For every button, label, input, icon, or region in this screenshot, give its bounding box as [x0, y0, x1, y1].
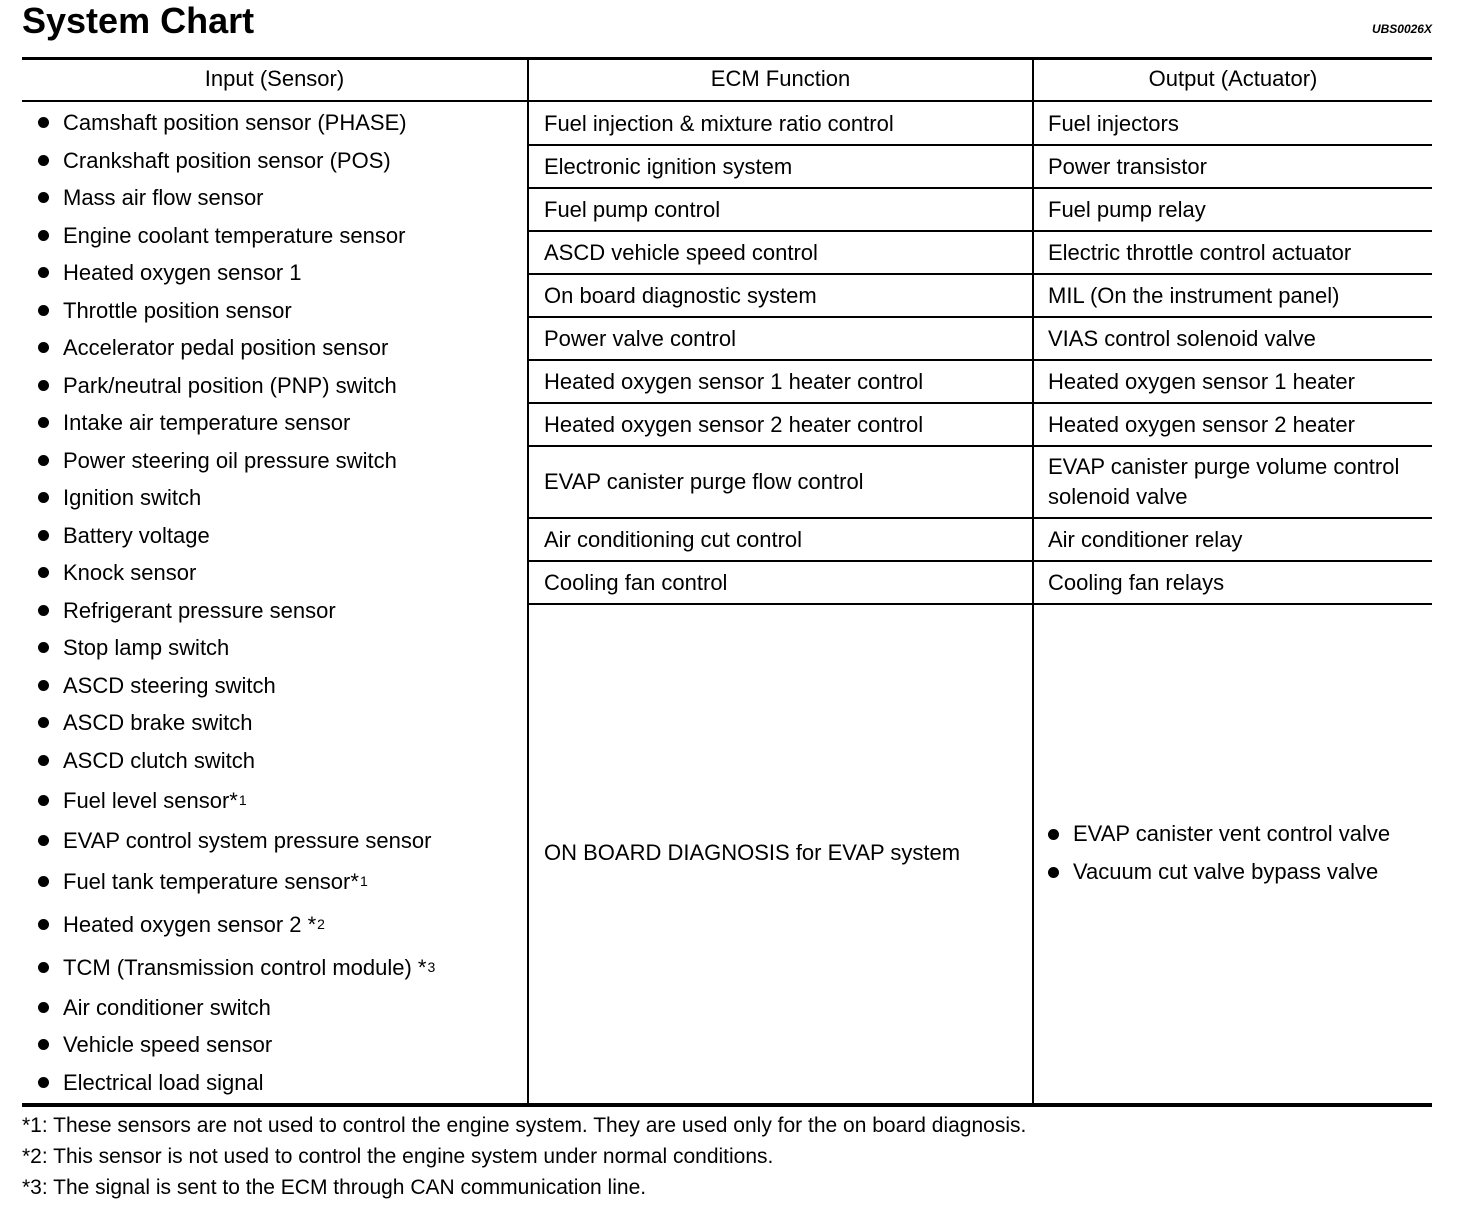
output-actuator-cell: Air conditioner relay — [1048, 526, 1243, 552]
input-sensor-label: Power steering oil pressure switch — [63, 447, 397, 473]
input-sensor-label: Park/neutral position (PNP) switch — [63, 372, 397, 398]
table-bottom-border — [22, 1103, 1432, 1107]
ecm-function-cell: Cooling fan control — [544, 569, 728, 595]
input-sensor-label: Battery voltage — [63, 522, 210, 548]
bullet-icon — [38, 605, 49, 616]
input-sensor-item — [38, 667, 518, 705]
input-sensor-label: Refrigerant pressure sensor — [63, 597, 336, 623]
output-actuator-cell: Fuel injectors — [1048, 110, 1179, 136]
column-divider-2 — [1032, 59, 1034, 1104]
bullet-icon — [38, 1002, 49, 1013]
input-sensor-label: Vehicle speed sensor — [63, 1032, 273, 1057]
output-actuator-cell: MIL (On the instrument panel) — [1048, 282, 1340, 308]
input-sensor-label: TCM (Transmission control module) * — [63, 954, 427, 980]
ecm-function-cell: Air conditioning cut control — [544, 526, 803, 552]
header-function: ECM Function — [710, 66, 851, 91]
input-sensor-item — [38, 404, 518, 442]
input-sensor-item — [38, 142, 518, 180]
bullet-icon — [38, 455, 49, 466]
input-sensor-item — [38, 860, 518, 903]
footnote-marker: 2 — [317, 915, 325, 932]
bullet-icon — [38, 680, 49, 691]
input-sensor-item — [38, 592, 518, 630]
input-sensor-label: ASCD steering switch — [63, 672, 276, 698]
evap-function-cell: ON BOARD DIAGNOSIS for EVAP system — [544, 840, 961, 865]
header-input: Input (Sensor) — [204, 66, 345, 91]
input-sensor-label: Air conditioner switch — [63, 994, 271, 1020]
footnote: *2: This sensor is not used to control the engine system under normal conditions. — [22, 1145, 774, 1168]
bullet-icon — [1048, 867, 1059, 878]
input-sensor-label: Throttle position sensor — [63, 297, 292, 323]
input-sensor-label: Knock sensor — [63, 560, 197, 585]
bullet-icon — [38, 530, 49, 541]
output-actuator-cell: Heated oxygen sensor 2 heater — [1048, 411, 1355, 437]
bullet-icon — [38, 117, 49, 128]
input-sensor-item — [38, 254, 518, 292]
input-sensor-item — [38, 104, 518, 142]
input-sensor-item — [38, 903, 518, 946]
output-actuator-cell: VIAS control solenoid valve — [1048, 325, 1316, 351]
input-sensor-label: Ignition switch — [63, 485, 202, 510]
input-sensor-label: Heated oxygen sensor 1 — [63, 260, 302, 285]
input-sensor-label: Accelerator pedal position sensor — [63, 335, 389, 360]
bullet-icon — [38, 876, 49, 887]
input-sensor-item — [38, 779, 518, 822]
input-sensor-item — [38, 179, 518, 217]
bullet-icon — [38, 835, 49, 846]
input-sensor-label: EVAP control system pressure sensor — [63, 828, 432, 853]
bullet-icon — [38, 230, 49, 241]
header-output: Output (Actuator) — [1148, 66, 1318, 91]
ecm-function-cell: Heated oxygen sensor 2 heater control — [544, 411, 924, 437]
input-sensor-label: ASCD clutch switch — [63, 747, 255, 773]
figure-code: UBS0026X — [1371, 22, 1432, 36]
ecm-function-cell: Fuel injection & mixture ratio control — [544, 110, 894, 136]
input-sensor-label: Heated oxygen sensor 2 * — [63, 911, 317, 937]
bullet-icon — [38, 342, 49, 353]
ecm-function-cell: Fuel pump control — [544, 196, 721, 222]
evap-output-list — [1048, 815, 1428, 891]
evap-output-label: Vacuum cut valve bypass valve — [1073, 859, 1379, 884]
input-sensor-label: Mass air flow sensor — [63, 185, 264, 210]
ecm-function-cell: Heated oxygen sensor 1 heater control — [544, 368, 924, 394]
output-actuator-cell: Fuel pump relay — [1048, 196, 1206, 222]
bullet-icon — [38, 642, 49, 653]
input-sensor-item — [38, 1026, 518, 1064]
bullet-icon — [38, 717, 49, 728]
input-sensor-item — [38, 554, 518, 592]
input-sensor-item — [38, 946, 518, 989]
input-sensor-label: Intake air temperature sensor — [63, 410, 351, 435]
bullet-icon — [38, 192, 49, 203]
evap-output-item — [1048, 815, 1428, 853]
input-sensor-item — [38, 989, 518, 1027]
input-sensor-label: Fuel level sensor* — [63, 788, 238, 813]
input-sensor-item — [38, 822, 518, 860]
bullet-icon — [38, 919, 49, 930]
bullet-icon — [38, 155, 49, 166]
ecm-function-cell: Electronic ignition system — [544, 153, 793, 179]
ecm-function-cell: On board diagnostic system — [544, 282, 817, 308]
table-top-border — [22, 57, 1432, 60]
bullet-icon — [38, 305, 49, 316]
input-sensor-item — [38, 292, 518, 330]
input-sensor-item — [38, 517, 518, 555]
column-divider-1 — [527, 59, 529, 1104]
bullet-icon — [38, 267, 49, 278]
footnote-marker: 3 — [427, 958, 436, 975]
footnote: *3: The signal is sent to the ECM through CAN communication line. — [22, 1176, 647, 1199]
input-sensor-label: Electrical load signal — [63, 1069, 264, 1095]
output-actuator-cell: Heated oxygen sensor 1 heater — [1048, 368, 1355, 394]
output-actuator-cell: Electric throttle control actuator — [1048, 239, 1352, 265]
bullet-icon — [38, 755, 49, 766]
bullet-icon — [38, 795, 49, 806]
evap-output-item — [1048, 853, 1428, 891]
input-sensor-item — [38, 217, 518, 255]
bullet-icon — [38, 962, 49, 973]
bullet-icon — [38, 1039, 49, 1050]
bullet-icon — [38, 492, 49, 503]
input-sensor-item — [38, 367, 518, 405]
output-actuator-cell: EVAP canister purge volume control solenoid valve — [1048, 454, 1400, 509]
input-sensor-item — [38, 704, 518, 742]
ecm-function-cell: ASCD vehicle speed control — [544, 239, 818, 265]
input-sensor-item — [38, 442, 518, 480]
input-sensor-item — [38, 479, 518, 517]
input-sensor-label: Camshaft position sensor (PHASE) — [63, 110, 407, 135]
input-sensor-label: ASCD brake switch — [63, 710, 253, 735]
input-sensor-label: Engine coolant temperature sensor — [63, 222, 406, 248]
ecm-function-cell: EVAP canister purge flow control — [544, 469, 864, 494]
input-sensor-item — [38, 629, 518, 667]
footnote-marker: 1 — [359, 872, 368, 889]
input-sensor-list — [38, 104, 518, 1101]
footnotes — [22, 1110, 1442, 1203]
page-title: System Chart — [22, 0, 255, 41]
footnote-marker: 1 — [238, 792, 247, 808]
bullet-icon — [1048, 829, 1059, 840]
evap-output-label: EVAP canister vent control valve — [1073, 821, 1391, 846]
ecm-function-cell: Power valve control — [544, 325, 736, 351]
bullet-icon — [38, 380, 49, 391]
output-actuator-cell: Cooling fan relays — [1048, 569, 1225, 595]
input-sensor-label: Stop lamp switch — [63, 635, 230, 660]
input-sensor-label: Fuel tank temperature sensor* — [63, 868, 359, 894]
bullet-icon — [38, 417, 49, 428]
input-sensor-item — [38, 1064, 518, 1102]
input-sensor-label: Crankshaft position sensor (POS) — [63, 147, 391, 173]
row-divider — [527, 603, 1432, 605]
input-sensor-item — [38, 329, 518, 367]
output-actuator-cell: Power transistor — [1048, 153, 1207, 179]
bullet-icon — [38, 1077, 49, 1088]
input-sensor-item — [38, 742, 518, 780]
bullet-icon — [38, 567, 49, 578]
footnote: *1: These sensors are not used to control the engine system. They are used only for the on board diagnosis. — [22, 1114, 1027, 1137]
